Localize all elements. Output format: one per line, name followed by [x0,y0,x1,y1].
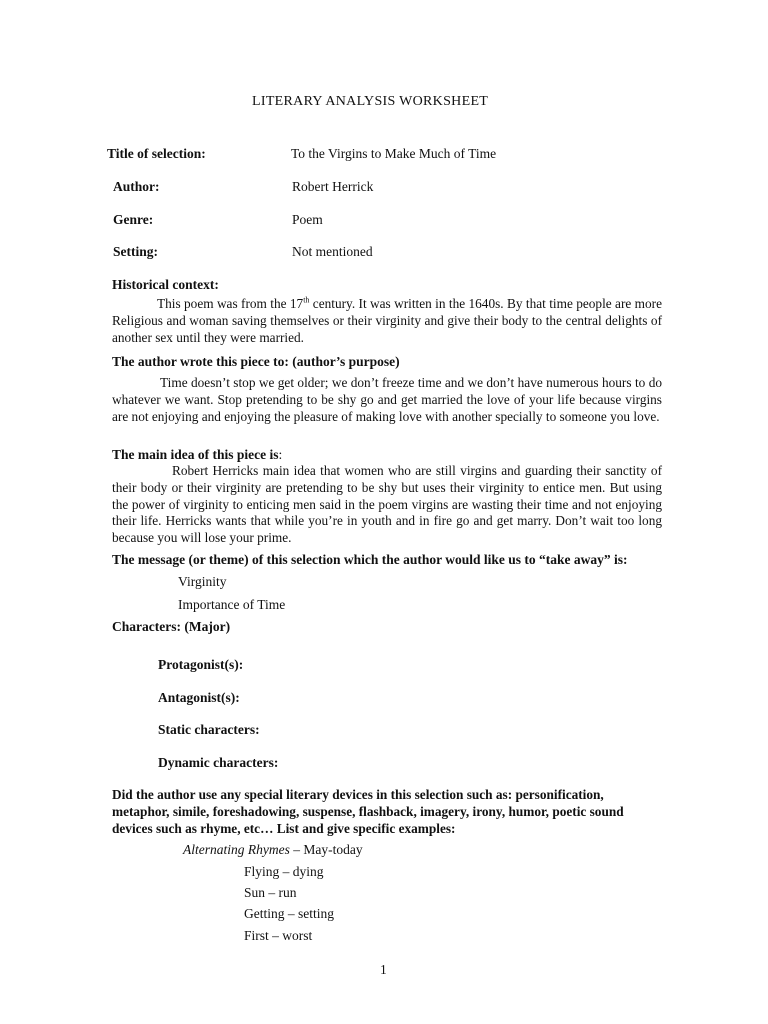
message-item: Virginity [178,574,227,589]
rhyme-line [183,841,363,858]
dynamic-characters-label: Dynamic characters: [158,755,279,770]
historical-sup: th [303,295,310,305]
static-characters-label: Static characters: [158,722,260,737]
author-label: Author: [113,179,160,194]
historical-text-a: This poem was from the 17 [157,296,304,311]
main-idea-heading [112,446,282,463]
protagonist-label: Protagonist(s): [158,657,244,672]
main-idea-heading-text: The main idea of this piece is [112,447,279,462]
rhyme-label: Alternating Rhymes [183,842,290,857]
message-heading: The message (or theme) of this selection which the author would like us to “take away” is: [112,552,628,567]
historical-heading: Historical context: [112,277,219,292]
selection-value: To the Virgins to Make Much of Time [291,146,497,161]
devices-question: Did the author use any special literary devices in this selection such as: personification, metaphor, simile, foreshadowing, suspense, flashback, imagery, irony, humor, poetic sound devices such as rhyme, etc… List and give specific examples: [112,787,624,836]
historical-paragraph [112,296,662,346]
page-title: LITERARY ANALYSIS WORKSHEET [252,94,489,109]
purpose-heading: The author wrote this piece to: (author’s purpose) [112,354,400,369]
setting-label: Setting: [113,244,158,259]
main-idea-colon: : [278,447,283,462]
rhyme-pair: Flying – dying [244,864,324,879]
rhyme-pair: First – worst [244,928,313,943]
rhyme-first-pair: – May-today [289,842,363,857]
characters-heading: Characters: (Major) [112,619,231,634]
main-idea-paragraph: Robert Herricks main idea that women who are still virgins and guarding their sanctity of their body or their virginity are pretending to be shy but uses their virginity to entice men. But using the power of virginity to enticing men said in the poem virgins are wasting their time and not enjoying their life. Herricks wants that while you’re in youth and in fire go and get marry. Don’t wait too long because you will lose your prime. [112,463,662,546]
historical-text-b: century. It was written in the 1640s. By that time people are more Religious and woman saving themselves or their virginity and give their body to the central delights of another sex until they were married. [112,296,662,345]
message-item: Importance of Time [178,597,286,612]
selection-label: Title of selection: [107,146,206,161]
purpose-paragraph: Time doesn’t stop we get older; we don’t freeze time and we don’t have numerous hours to do whatever we want. Stop pretending to be shy go and get married the love of your life because virgins are not enjoying and enjoying the pleasure of making love with another specially to someone you love. [112,375,662,424]
author-value: Robert Herrick [292,179,374,194]
setting-value: Not mentioned [292,244,373,259]
rhyme-pair: Getting – setting [244,906,334,921]
rhyme-pair: Sun – run [244,885,297,900]
genre-value: Poem [292,212,323,227]
page-number: 1 [380,962,387,977]
antagonist-label: Antagonist(s): [158,690,240,705]
genre-label: Genre: [113,212,154,227]
